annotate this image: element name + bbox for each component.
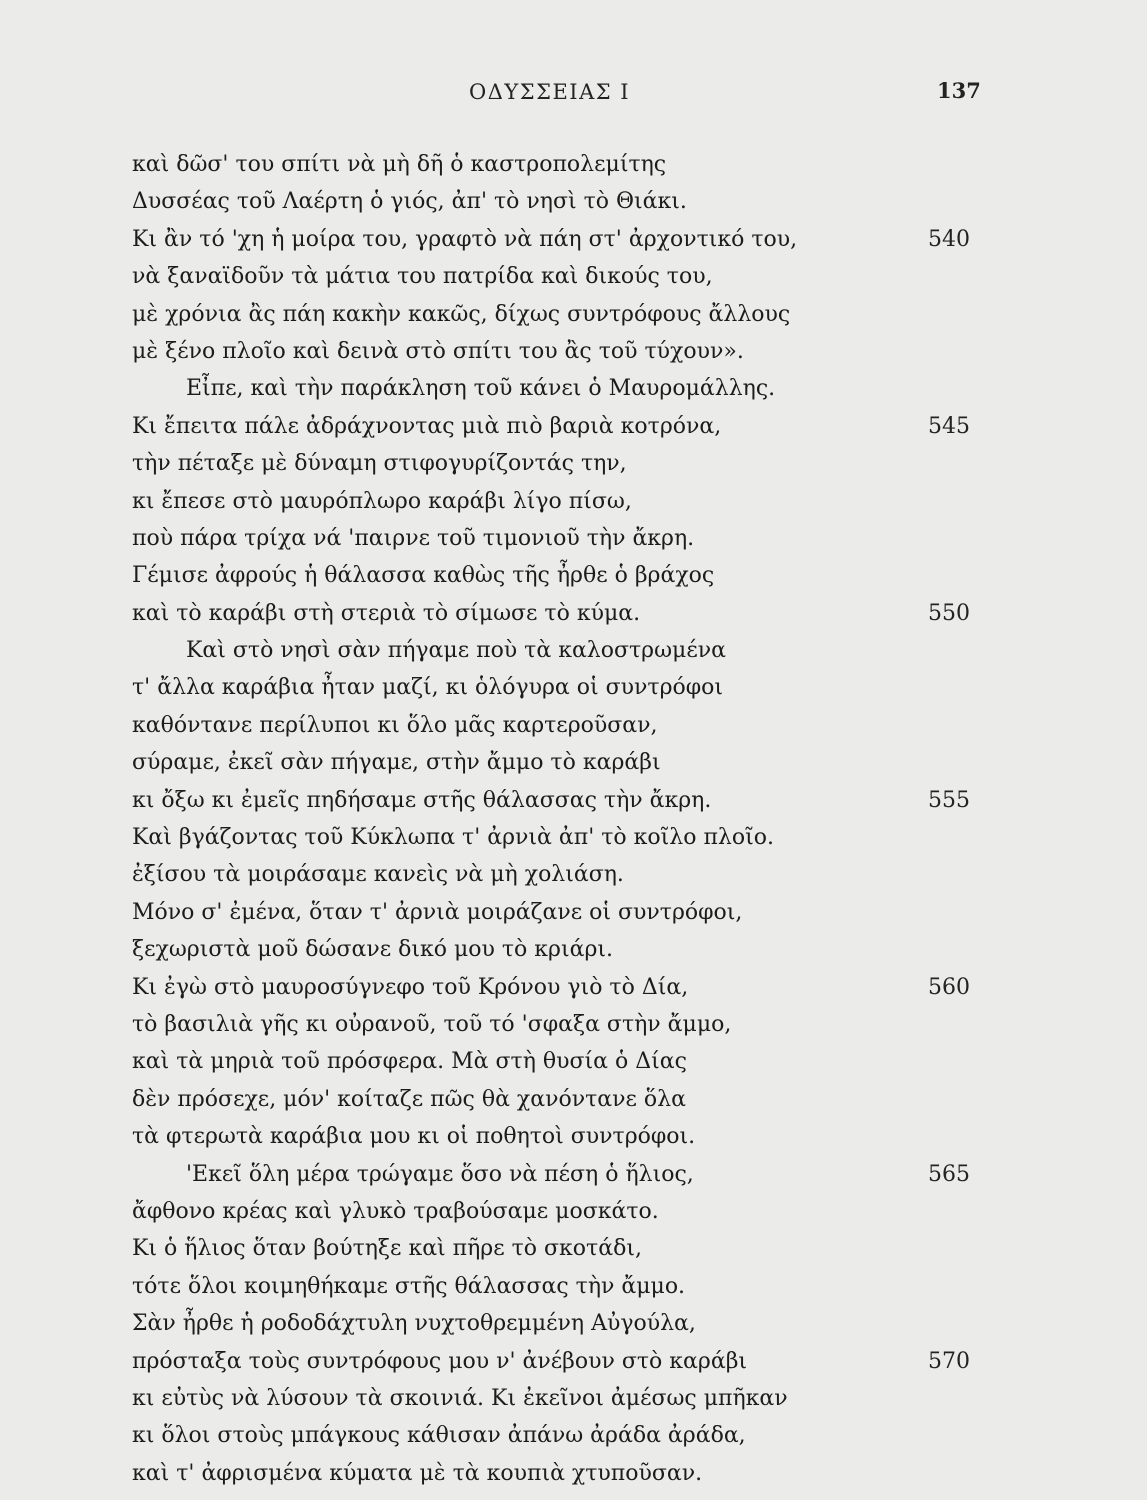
verse-line bbox=[0, 1417, 1147, 1454]
verse-text: τὸ βασιλιὰ γῆς κι οὐρανοῦ, τοῦ τό 'σφαξα στὴν ἄμμο, bbox=[132, 1011, 732, 1037]
verse-line bbox=[0, 483, 1147, 520]
verse-line bbox=[0, 894, 1147, 931]
verse-text: ξεχωριστὰ μοῦ δώσανε δικό μου τὸ κριάρι. bbox=[132, 937, 614, 963]
verse-line bbox=[0, 1006, 1147, 1043]
verse-text: Γέμισε ἀφρούς ἡ θάλασσα καθὼς τῆς ἦρθε ὁ βράχος bbox=[132, 563, 715, 589]
line-number: 540 bbox=[928, 226, 970, 252]
verse-line bbox=[0, 1043, 1147, 1080]
verse-line bbox=[0, 1380, 1147, 1417]
verse-text: κι ὄξω κι ἐμεῖς πηδήσαμε στῆς θάλασσας τὴν ἄκρη. bbox=[132, 787, 712, 813]
line-number: 565 bbox=[928, 1161, 970, 1187]
verse-line bbox=[0, 296, 1147, 333]
verse-text: Καὶ βγάζοντας τοῦ Κύκλωπα τ' ἀρνιὰ ἀπ' τὸ κοῖλο πλοῖο. bbox=[132, 825, 774, 851]
verse-line bbox=[0, 183, 1147, 220]
verse-text: τὰ φτερωτὰ καράβια μου κι οἱ ποθητοὶ συντρόφοι. bbox=[132, 1124, 696, 1150]
verse-text: μὲ ξένο πλοῖο καὶ δεινὰ στὸ σπίτι του ἂς τοῦ τύχουν». bbox=[132, 338, 744, 364]
verse-line bbox=[0, 969, 1147, 1006]
verse-line bbox=[0, 146, 1147, 183]
verse-line bbox=[0, 333, 1147, 370]
verse-line bbox=[0, 445, 1147, 482]
verse-line bbox=[0, 520, 1147, 557]
verse-text: ἄφθονο κρέας καὶ γλυκὸ τραβούσαμε μοσκάτο. bbox=[132, 1198, 659, 1224]
verse-text: καὶ δῶσ' του σπίτι νὰ μὴ δῆ ὁ καστροπολεμίτης bbox=[132, 152, 667, 177]
verse-text: κι ἔπεσε στὸ μαυρόπλωρο καράβι λίγο πίσω, bbox=[132, 488, 632, 514]
verse-text: Κι ἐγὼ στὸ μαυροσύγνεφο τοῦ Κρόνου γιὸ τὸ Δία, bbox=[132, 974, 689, 1000]
line-number: 545 bbox=[928, 413, 970, 439]
verse-text: τότε ὅλοι κοιμηθήκαμε στῆς θάλασσας τὴν ἄμμο. bbox=[132, 1273, 686, 1299]
verse-line bbox=[0, 370, 1147, 407]
verse-text: 'Εκεῖ ὅλη μέρα τρώγαμε ὅσο νὰ πέση ὁ ἥλιος, bbox=[186, 1161, 694, 1187]
verse-text: Κι ἂν τό 'χη ἡ μοίρα του, γραφτὸ νὰ πάη στ' ἀρχοντικό του, bbox=[132, 226, 798, 252]
verse-text: σύραμε, ἐκεῖ σὰν πήγαμε, στὴν ἄμμο τὸ καράβι bbox=[132, 750, 661, 776]
verse-text: κι ὅλοι στοὺς μπάγκους κάθισαν ἀπάνω ἀράδα ἀράδα, bbox=[132, 1423, 746, 1449]
verse-text: Κι ὁ ἥλιος ὅταν βούτηξε καὶ πῆρε τὸ σκοτάδι, bbox=[132, 1236, 642, 1262]
verse-text: πρόσταξα τοὺς συντρόφους μου ν' ἀνέβουν στὸ καράβι bbox=[132, 1348, 748, 1374]
verse-line bbox=[0, 931, 1147, 968]
verse-text: Κι ἔπειτα πάλε ἀδράχνοντας μιὰ πιὸ βαριὰ κοτρόνα, bbox=[132, 413, 722, 439]
verse-text: ἐξίσου τὰ μοιράσαμε κανεὶς νὰ μὴ χολιάση. bbox=[132, 862, 624, 888]
line-number: 560 bbox=[928, 974, 970, 1000]
verse-text: Εἶπε, καὶ τὴν παράκληση τοῦ κάνει ὁ Μαυρομάλλης. bbox=[186, 376, 776, 402]
verse-line bbox=[0, 782, 1147, 819]
verse-text: τὴν πέταξε μὲ δύναμη στιφογυρίζοντάς την, bbox=[132, 451, 627, 477]
verse-text: μὲ χρόνια ἂς πάη κακὴν κακῶς, δίχως συντρόφους ἄλλους bbox=[132, 301, 791, 327]
verse-text: κι εὐτὺς νὰ λύσουν τὰ σκοινιά. Κι ἐκεῖνοι ἀμέσως μπῆκαν bbox=[132, 1385, 788, 1411]
verse-text: Μόνο σ' ἐμένα, ὅταν τ' ἀρνιὰ μοιράζανε οἱ συντρόφοι, bbox=[132, 899, 743, 925]
verse-text: καὶ τ' ἀφρισμένα κύματα μὲ τὰ κουπιὰ χτυποῦσαν. bbox=[132, 1460, 703, 1486]
verse-line bbox=[0, 1230, 1147, 1267]
verse-text: τ' ἄλλα καράβια ἦταν μαζί, κι ὁλόγυρα οἱ συντρόφοι bbox=[132, 675, 724, 701]
verse-line bbox=[0, 707, 1147, 744]
verse-text: Καὶ στὸ νησὶ σὰν πήγαμε ποὺ τὰ καλοστρωμένα bbox=[186, 638, 726, 664]
verse-line bbox=[0, 258, 1147, 295]
verse-text: καὶ τὸ καράβι στὴ στεριὰ τὸ σίμωσε τὸ κύμα. bbox=[132, 600, 641, 626]
verse-text: δὲν πρόσεχε, μόν' κοίταζε πῶς θὰ χανόντανε ὅλα bbox=[132, 1086, 686, 1112]
verse-line bbox=[0, 819, 1147, 856]
verse-line bbox=[0, 408, 1147, 445]
verse-block bbox=[0, 146, 1147, 1492]
verse-line bbox=[0, 669, 1147, 706]
line-number: 570 bbox=[928, 1348, 970, 1374]
verse-text: καθόντανε περίλυποι κι ὅλο μᾶς καρτεροῦσαν, bbox=[132, 712, 658, 738]
verse-line bbox=[0, 1305, 1147, 1342]
verse-line bbox=[0, 1156, 1147, 1193]
verse-line bbox=[0, 1268, 1147, 1305]
verse-text: Δυσσέας τοῦ Λαέρτη ὁ γιός, ἀπ' τὸ νησὶ τὸ Θιάκι. bbox=[132, 189, 687, 215]
verse-text: καὶ τὰ μηριὰ τοῦ πρόσφερα. Μὰ στὴ θυσία ὁ Δίας bbox=[132, 1049, 687, 1075]
verse-line bbox=[0, 856, 1147, 893]
verse-line bbox=[0, 1118, 1147, 1155]
verse-line bbox=[0, 221, 1147, 258]
running-title: ΟΔΥΣΣΕΙΑΣ Ι bbox=[469, 80, 631, 104]
line-number: 555 bbox=[928, 787, 970, 813]
verse-text: ποὺ πάρα τρίχα νά 'παιρνε τοῦ τιμονιοῦ τὴν ἄκρη. bbox=[132, 525, 695, 551]
page-number: 137 bbox=[937, 78, 981, 103]
verse-line bbox=[0, 557, 1147, 594]
verse-line bbox=[0, 632, 1147, 669]
verse-line bbox=[0, 1343, 1147, 1380]
verse-text: Σὰν ἦρθε ἡ ροδοδάχτυλη νυχτοθρεμμένη Αὐγούλα, bbox=[132, 1311, 696, 1337]
verse-text: νὰ ξαναϊδοῦν τὰ μάτια του πατρίδα καὶ δικούς του, bbox=[132, 264, 713, 290]
page-header bbox=[0, 76, 1147, 112]
verse-line bbox=[0, 1455, 1147, 1492]
verse-line bbox=[0, 1193, 1147, 1230]
verse-line bbox=[0, 1081, 1147, 1118]
verse-line bbox=[0, 595, 1147, 632]
verse-line bbox=[0, 744, 1147, 781]
line-number: 550 bbox=[928, 600, 970, 626]
